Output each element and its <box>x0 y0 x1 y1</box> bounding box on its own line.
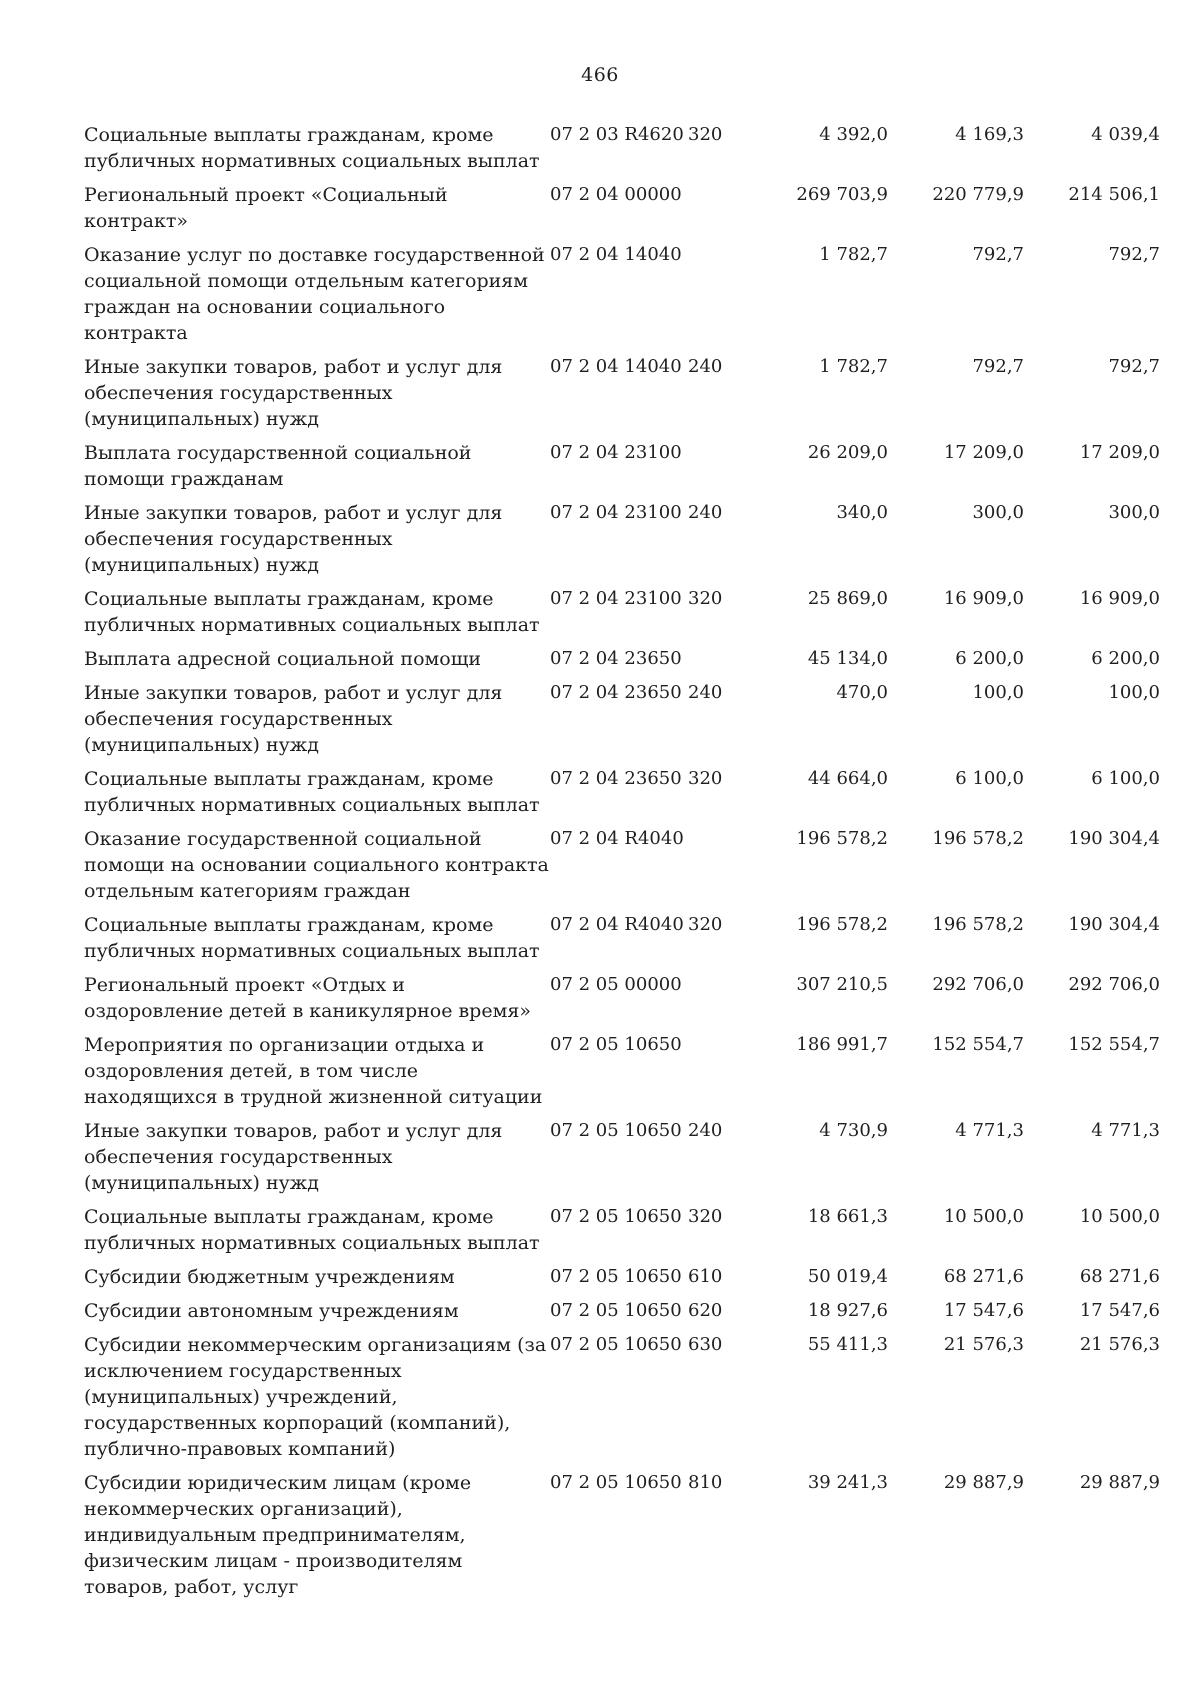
row-expense-type <box>688 182 752 242</box>
row-amount-year-3: 16 909,0 <box>1079 588 1160 609</box>
row-code: 07 2 04 14040 <box>550 244 682 265</box>
row-code: 07 2 04 00000 <box>550 184 682 205</box>
row-amount-year-3: 190 304,4 <box>1068 828 1160 849</box>
row-expense-type: 320 <box>688 124 723 145</box>
row-amount-year-3: 29 887,9 <box>1079 1472 1160 1493</box>
budget-table-body <box>84 122 1160 1608</box>
row-amount-year-1: 196 578,2 <box>796 828 888 849</box>
row-amount-year-3: 6 200,0 <box>1091 648 1160 669</box>
row-amount-year-1: 186 991,7 <box>796 1034 888 1055</box>
row-amount-year-1: 4 392,0 <box>819 124 888 145</box>
row-name: Иные закупки товаров, работ и услуг для обеспечения государственных (муниципальных) нужд <box>84 1120 503 1194</box>
row-amount-year-2: 792,7 <box>972 356 1024 377</box>
row-expense-type: 320 <box>688 914 723 935</box>
row-amount-year-1: 1 782,7 <box>819 356 888 377</box>
page-number: 466 <box>581 64 619 86</box>
row-amount-year-3: 292 706,0 <box>1068 974 1160 995</box>
row-expense-type <box>688 972 752 1032</box>
table-row <box>84 826 1160 912</box>
row-code: 07 2 03 R4620 <box>550 124 684 145</box>
row-amount-year-2: 292 706,0 <box>932 974 1024 995</box>
row-amount-year-2: 220 779,9 <box>932 184 1024 205</box>
row-amount-year-2: 21 576,3 <box>943 1334 1024 1355</box>
row-name: Региональный проект «Социальный контракт» <box>84 184 448 232</box>
row-code: 07 2 05 10650 <box>550 1472 682 1493</box>
row-name: Выплата государственной социальной помощи гражданам <box>84 442 472 490</box>
table-row <box>84 1118 1160 1204</box>
row-amount-year-1: 196 578,2 <box>796 914 888 935</box>
row-expense-type: 320 <box>688 588 723 609</box>
row-code: 07 2 04 23650 <box>550 682 682 703</box>
row-amount-year-2: 29 887,9 <box>943 1472 1024 1493</box>
row-amount-year-1: 39 241,3 <box>807 1472 888 1493</box>
row-amount-year-3: 4 771,3 <box>1091 1120 1160 1141</box>
row-expense-type: 630 <box>688 1334 723 1355</box>
row-amount-year-1: 1 782,7 <box>819 244 888 265</box>
row-name: Мероприятия по организации отдыха и оздоровления детей, в том числе находящихся в трудной жизненной ситуации <box>84 1034 543 1108</box>
row-code: 07 2 04 R4040 <box>550 828 684 849</box>
row-name: Социальные выплаты гражданам, кроме публичных нормативных социальных выплат <box>84 588 540 636</box>
row-amount-year-3: 17 547,6 <box>1079 1300 1160 1321</box>
table-row <box>84 1298 1160 1332</box>
row-amount-year-2: 100,0 <box>972 682 1024 703</box>
row-amount-year-1: 55 411,3 <box>807 1334 888 1355</box>
row-expense-type: 320 <box>688 1206 723 1227</box>
row-name: Субсидии бюджетным учреждениям <box>84 1266 455 1288</box>
row-name: Социальные выплаты гражданам, кроме публичных нормативных социальных выплат <box>84 768 540 816</box>
row-name: Иные закупки товаров, работ и услуг для обеспечения государственных (муниципальных) нужд <box>84 502 503 576</box>
row-name: Иные закупки товаров, работ и услуг для обеспечения государственных (муниципальных) нужд <box>84 682 503 756</box>
row-amount-year-2: 792,7 <box>972 244 1024 265</box>
row-amount-year-1: 45 134,0 <box>807 648 888 669</box>
row-amount-year-3: 100,0 <box>1108 682 1160 703</box>
row-expense-type: 240 <box>688 1120 723 1141</box>
table-row <box>84 586 1160 646</box>
row-amount-year-2: 4 169,3 <box>955 124 1024 145</box>
table-row <box>84 440 1160 500</box>
row-amount-year-3: 190 304,4 <box>1068 914 1160 935</box>
table-row <box>84 1470 1160 1608</box>
row-amount-year-3: 6 100,0 <box>1091 768 1160 789</box>
row-expense-type: 240 <box>688 502 723 523</box>
row-amount-year-3: 792,7 <box>1108 244 1160 265</box>
row-amount-year-2: 196 578,2 <box>932 828 1024 849</box>
row-name: Субсидии некоммерческим организациям (за исключением государственных (муниципальных) учреждений, государственных корпораций (компаний), публично-правовых компаний) <box>84 1334 547 1460</box>
row-expense-type: 320 <box>688 768 723 789</box>
row-amount-year-3: 4 039,4 <box>1091 124 1160 145</box>
row-amount-year-3: 214 506,1 <box>1068 184 1160 205</box>
row-amount-year-1: 307 210,5 <box>796 974 888 995</box>
row-name: Субсидии автономным учреждениям <box>84 1300 459 1322</box>
row-code: 07 2 05 10650 <box>550 1300 682 1321</box>
row-code: 07 2 04 23650 <box>550 768 682 789</box>
row-name: Социальные выплаты гражданам, кроме публичных нормативных социальных выплат <box>84 124 540 172</box>
row-name: Выплата адресной социальной помощи <box>84 648 482 670</box>
row-code: 07 2 04 23650 <box>550 648 682 669</box>
row-amount-year-3: 68 271,6 <box>1079 1266 1160 1287</box>
row-expense-type: 620 <box>688 1300 723 1321</box>
row-name: Социальные выплаты гражданам, кроме публичных нормативных социальных выплат <box>84 1206 540 1254</box>
table-row <box>84 1264 1160 1298</box>
row-amount-year-2: 152 554,7 <box>932 1034 1024 1055</box>
row-amount-year-1: 470,0 <box>836 682 888 703</box>
row-amount-year-1: 269 703,9 <box>796 184 888 205</box>
row-amount-year-1: 44 664,0 <box>807 768 888 789</box>
table-row <box>84 182 1160 242</box>
table-row <box>84 354 1160 440</box>
row-amount-year-3: 152 554,7 <box>1068 1034 1160 1055</box>
table-row <box>84 500 1160 586</box>
table-row <box>84 242 1160 354</box>
row-code: 07 2 05 10650 <box>550 1266 682 1287</box>
row-amount-year-2: 300,0 <box>972 502 1024 523</box>
table-row <box>84 646 1160 680</box>
row-expense-type: 610 <box>688 1266 723 1287</box>
table-row <box>84 1032 1160 1118</box>
row-code: 07 2 05 10650 <box>550 1334 682 1355</box>
row-amount-year-1: 25 869,0 <box>807 588 888 609</box>
table-row <box>84 122 1160 182</box>
row-code: 07 2 05 10650 <box>550 1120 682 1141</box>
row-amount-year-2: 17 547,6 <box>943 1300 1024 1321</box>
row-expense-type: 810 <box>688 1472 723 1493</box>
budget-table <box>84 122 1160 1608</box>
row-amount-year-3: 10 500,0 <box>1079 1206 1160 1227</box>
row-amount-year-2: 196 578,2 <box>932 914 1024 935</box>
row-expense-type <box>688 440 752 500</box>
row-name: Субсидии юридическим лицам (кроме некоммерческих организаций), индивидуальным предпринимателям, физическим лицам - производителям товаров, работ, услуг <box>84 1472 472 1598</box>
row-expense-type <box>688 646 752 680</box>
row-amount-year-1: 26 209,0 <box>807 442 888 463</box>
row-code: 07 2 04 23100 <box>550 442 682 463</box>
row-amount-year-1: 18 927,6 <box>807 1300 888 1321</box>
row-amount-year-2: 6 200,0 <box>955 648 1024 669</box>
row-expense-type <box>688 826 752 912</box>
row-amount-year-2: 68 271,6 <box>943 1266 1024 1287</box>
table-row <box>84 1204 1160 1264</box>
row-amount-year-2: 6 100,0 <box>955 768 1024 789</box>
row-code: 07 2 04 14040 <box>550 356 682 377</box>
row-code: 07 2 04 R4040 <box>550 914 684 935</box>
row-amount-year-3: 300,0 <box>1108 502 1160 523</box>
row-code: 07 2 04 23100 <box>550 502 682 523</box>
table-row <box>84 912 1160 972</box>
table-row <box>84 972 1160 1032</box>
row-code: 07 2 05 10650 <box>550 1206 682 1227</box>
row-amount-year-2: 16 909,0 <box>943 588 1024 609</box>
row-name: Оказание услуг по доставке государственной социальной помощи отдельным категориям граждан на основании социального контракта <box>84 244 545 344</box>
row-amount-year-1: 18 661,3 <box>807 1206 888 1227</box>
row-code: 07 2 05 10650 <box>550 1034 682 1055</box>
row-expense-type: 240 <box>688 356 723 377</box>
row-name: Оказание государственной социальной помощи на основании социального контракта отдельным категориям граждан <box>84 828 549 902</box>
row-amount-year-2: 4 771,3 <box>955 1120 1024 1141</box>
table-row <box>84 766 1160 826</box>
row-name: Иные закупки товаров, работ и услуг для обеспечения государственных (муниципальных) нужд <box>84 356 503 430</box>
row-code: 07 2 05 00000 <box>550 974 682 995</box>
row-amount-year-1: 4 730,9 <box>819 1120 888 1141</box>
row-amount-year-3: 17 209,0 <box>1079 442 1160 463</box>
row-amount-year-2: 17 209,0 <box>943 442 1024 463</box>
row-name: Социальные выплаты гражданам, кроме публичных нормативных социальных выплат <box>84 914 540 962</box>
row-amount-year-1: 50 019,4 <box>807 1266 888 1287</box>
row-amount-year-1: 340,0 <box>836 502 888 523</box>
row-code: 07 2 04 23100 <box>550 588 682 609</box>
table-row <box>84 1332 1160 1470</box>
row-expense-type: 240 <box>688 682 723 703</box>
row-amount-year-2: 10 500,0 <box>943 1206 1024 1227</box>
table-row <box>84 680 1160 766</box>
row-name: Региональный проект «Отдых и оздоровление детей в каникулярное время» <box>84 974 531 1022</box>
row-expense-type <box>688 242 752 354</box>
row-amount-year-3: 21 576,3 <box>1079 1334 1160 1355</box>
row-expense-type <box>688 1032 752 1118</box>
row-amount-year-3: 792,7 <box>1108 356 1160 377</box>
